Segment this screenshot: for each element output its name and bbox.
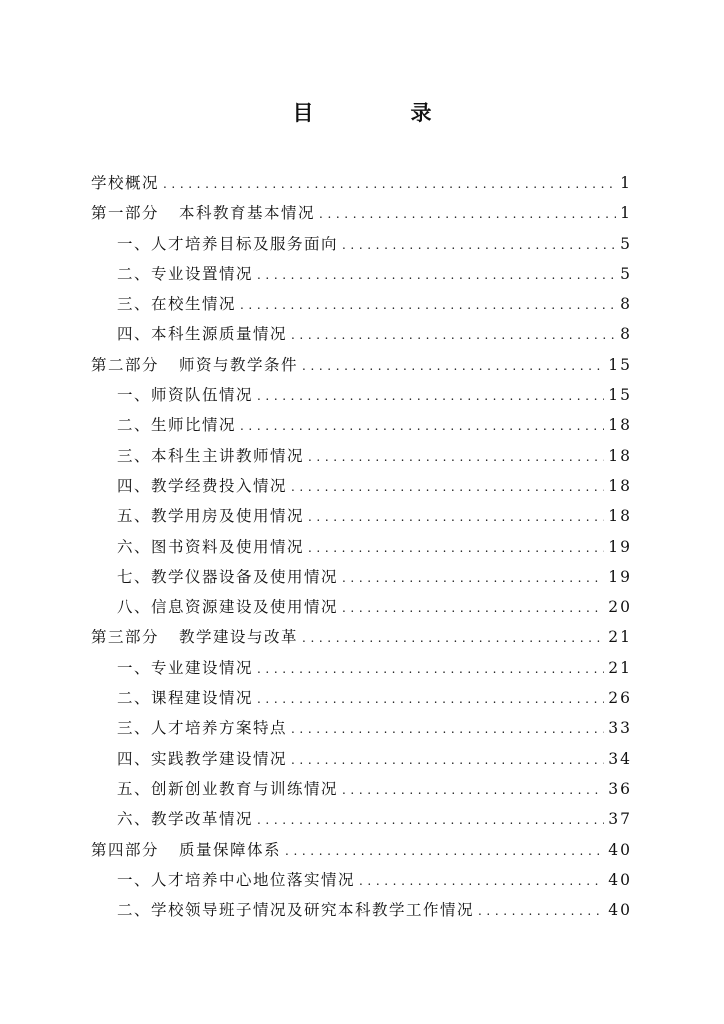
toc-entry-section[interactable] <box>91 289 632 319</box>
toc-entry-section[interactable] <box>91 713 632 743</box>
toc-page-number: 19 <box>608 537 632 556</box>
dot-leader <box>342 593 604 623</box>
dot-leader <box>291 714 604 744</box>
toc-entry-label <box>117 532 304 562</box>
toc-entry-section[interactable] <box>91 501 632 531</box>
toc-entry-section[interactable] <box>91 471 632 501</box>
toc-page-number: 18 <box>608 507 632 526</box>
dot-leader <box>291 472 604 502</box>
dot-leader <box>478 896 604 926</box>
toc-entry-text: 三、在校生情况 <box>117 295 237 314</box>
toc-entry-text: 五、创新创业教育与训练情况 <box>117 779 339 798</box>
dot-leader <box>342 563 604 593</box>
page-title: 目 录 <box>292 101 470 125</box>
dot-leader <box>240 411 604 441</box>
toc-entry-label <box>117 865 355 895</box>
toc-entry-label <box>91 198 315 228</box>
toc-page-number: 26 <box>608 689 632 708</box>
toc-entry-text: 六、教学改革情况 <box>117 810 254 829</box>
toc-entry-text: 师资与教学条件 <box>179 355 299 374</box>
toc-entry-label <box>117 229 338 259</box>
toc-entry-text: 二、学校领导班子情况及研究本科教学工作情况 <box>117 901 475 920</box>
dot-leader <box>308 502 604 532</box>
dot-leader <box>291 745 604 775</box>
toc-entry-text: 四、实践教学建设情况 <box>117 749 288 768</box>
toc-entry-label <box>117 319 287 349</box>
dot-leader <box>257 654 604 684</box>
toc-entry-label <box>91 835 281 865</box>
toc-entry-label <box>117 410 236 440</box>
toc-entry-text: 学校概况 <box>91 174 160 192</box>
toc-entry-text: 质量保障体系 <box>179 840 282 859</box>
toc-page-number: 19 <box>608 567 632 586</box>
toc-page-number: 5 <box>620 264 632 283</box>
toc-page-number: 20 <box>608 598 632 617</box>
toc-entry-section[interactable] <box>91 259 632 289</box>
toc-page-number: 40 <box>608 901 632 920</box>
toc-entry-section[interactable] <box>91 592 632 622</box>
toc-entry-label <box>117 774 338 804</box>
toc-entry-label <box>117 501 304 531</box>
toc-entry-label <box>117 683 253 713</box>
toc-entry-label <box>117 804 253 834</box>
table-of-contents <box>91 168 632 925</box>
toc-page-number: 15 <box>608 355 632 374</box>
toc-entry-section[interactable] <box>91 653 632 683</box>
toc-entry-text: 四、教学经费投入情况 <box>117 476 288 495</box>
toc-entry-section[interactable] <box>91 532 632 562</box>
toc-entry-text: 一、师资队伍情况 <box>117 386 254 405</box>
toc-entry-label <box>117 713 287 743</box>
toc-page-number: 1 <box>620 174 632 192</box>
toc-entry-section[interactable] <box>91 804 632 834</box>
toc-entry-label <box>117 653 253 683</box>
toc-entry-text: 四、本科生源质量情况 <box>117 325 288 344</box>
dot-leader <box>257 381 604 411</box>
dot-leader <box>342 775 604 805</box>
toc-entry-section[interactable] <box>91 380 632 410</box>
toc-entry-section[interactable] <box>91 744 632 774</box>
toc-entry-text: 一、专业建设情况 <box>117 658 254 677</box>
dot-leader <box>257 684 604 714</box>
toc-entry-label <box>117 592 338 622</box>
dot-leader <box>319 199 616 229</box>
toc-entry-section[interactable] <box>91 410 632 440</box>
dot-leader <box>285 836 604 866</box>
toc-entry-section[interactable] <box>91 441 632 471</box>
dot-leader <box>163 169 616 199</box>
toc-page-number: 18 <box>608 476 632 495</box>
toc-entry-label <box>117 562 338 592</box>
toc-entry-text: 七、教学仪器设备及使用情况 <box>117 567 339 586</box>
toc-entry-section[interactable] <box>91 683 632 713</box>
dot-leader <box>302 351 604 381</box>
toc-entry-text: 教学建设与改革 <box>179 628 299 647</box>
toc-entry-section[interactable] <box>91 774 632 804</box>
toc-page-number: 8 <box>620 295 632 314</box>
dot-leader <box>308 533 604 563</box>
dot-leader <box>257 260 616 290</box>
toc-page-number: 18 <box>608 446 632 465</box>
dot-leader <box>291 320 616 350</box>
toc-entry-label <box>117 471 287 501</box>
toc-entry-text: 一、人才培养中心地位落实情况 <box>117 870 356 889</box>
toc-page-number: 15 <box>608 386 632 405</box>
dot-leader <box>302 623 604 653</box>
toc-part-number: 第一部分 <box>91 204 160 223</box>
toc-page-number: 36 <box>608 779 632 798</box>
toc-entry-text: 五、教学用房及使用情况 <box>117 507 305 526</box>
toc-page-number: 1 <box>620 204 632 223</box>
toc-entry-text: 二、课程建设情况 <box>117 689 254 708</box>
toc-entry-part[interactable] <box>91 198 632 228</box>
toc-page-number: 21 <box>608 658 632 677</box>
toc-entry-label <box>117 289 236 319</box>
dot-leader <box>257 805 604 835</box>
toc-entry-label <box>117 441 304 471</box>
toc-entry-section[interactable] <box>91 229 632 259</box>
toc-page-number: 5 <box>620 234 632 253</box>
toc-entry-text: 一、人才培养目标及服务面向 <box>117 234 339 253</box>
toc-entry-text: 二、专业设置情况 <box>117 264 254 283</box>
toc-page-number: 37 <box>608 810 632 829</box>
toc-entry-text: 三、人才培养方案特点 <box>117 719 288 738</box>
toc-part-number: 第三部分 <box>91 628 160 647</box>
toc-entry-label <box>91 350 298 380</box>
toc-page-number: 8 <box>620 325 632 344</box>
dot-leader <box>342 230 616 260</box>
toc-page-number: 33 <box>608 719 632 738</box>
toc-entry-section[interactable] <box>91 865 632 895</box>
toc-entry-label <box>117 744 287 774</box>
toc-part-number: 第二部分 <box>91 355 160 374</box>
toc-entry-part[interactable] <box>91 622 632 652</box>
toc-entry-text: 二、生师比情况 <box>117 416 237 435</box>
toc-entry-label <box>91 168 159 198</box>
toc-page-number: 40 <box>608 840 632 859</box>
toc-entry-section[interactable] <box>91 562 632 592</box>
toc-entry-label <box>91 622 298 652</box>
toc-part-number: 第四部分 <box>91 840 160 859</box>
toc-entry-text: 八、信息资源建设及使用情况 <box>117 598 339 617</box>
dot-leader <box>308 442 604 472</box>
toc-entry-text: 六、图书资料及使用情况 <box>117 537 305 556</box>
dot-leader <box>359 866 604 896</box>
dot-leader <box>240 290 616 320</box>
toc-entry-label <box>117 895 474 925</box>
toc-entry-section[interactable] <box>91 319 632 349</box>
toc-entry-text: 三、本科生主讲教师情况 <box>117 446 305 465</box>
toc-entry-text: 本科教育基本情况 <box>179 204 316 223</box>
toc-page-number: 34 <box>608 749 632 768</box>
toc-entry-section[interactable] <box>91 895 632 925</box>
toc-entry-part[interactable] <box>91 835 632 865</box>
toc-page-number: 21 <box>608 628 632 647</box>
toc-entry-part[interactable] <box>91 168 632 198</box>
toc-page-number: 40 <box>608 870 632 889</box>
toc-entry-part[interactable] <box>91 350 632 380</box>
toc-entry-label <box>117 259 253 289</box>
toc-entry-label <box>117 380 253 410</box>
toc-page-number: 18 <box>608 416 632 435</box>
